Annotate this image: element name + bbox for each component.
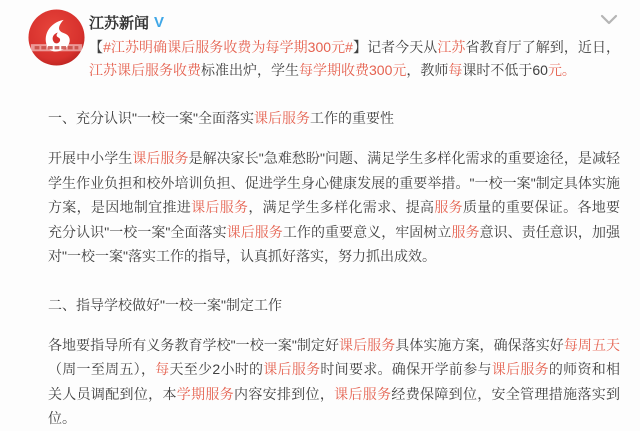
text-run: 工作的重要性 xyxy=(309,110,394,126)
text-run: 各地要指导所有义务教育学校"一校一案"制定好 xyxy=(48,336,340,353)
highlighted-link[interactable]: 课后服务 xyxy=(263,361,321,377)
text-run: 省教育厅了解到，近日， xyxy=(465,39,621,55)
text-run: 具体实施方案，确保落实好 xyxy=(395,336,564,353)
highlighted-link[interactable]: 课后服务 xyxy=(132,150,189,166)
text-run: 标准出炉，学生 xyxy=(201,62,299,78)
text-run: ，满足学生多样化需求、提高 xyxy=(248,199,435,215)
highlighted-link[interactable]: 服务 xyxy=(434,199,463,215)
text-run: 二、指导学校做好"一校一案"制定工作 xyxy=(48,296,282,313)
highlighted-link[interactable]: 每学期收费300元 xyxy=(299,62,407,78)
highlighted-link[interactable]: 江苏 xyxy=(437,39,466,55)
username-row xyxy=(89,11,620,33)
account-name[interactable]: 江苏新闻 xyxy=(89,14,150,32)
section-2-paragraph xyxy=(48,333,620,431)
verified-badge-icon: V xyxy=(154,13,165,31)
text-run: （周一至周五）， xyxy=(48,361,156,377)
post-section-1 xyxy=(48,106,620,269)
text-run: 经费保障到位，安全管理措施落实到位。 xyxy=(48,385,621,426)
text-run: 天至少2小时的 xyxy=(169,361,264,377)
post-header xyxy=(28,9,620,82)
highlighted-link[interactable]: 江苏课后服务收费 xyxy=(89,62,201,78)
avatar[interactable] xyxy=(28,9,85,66)
post-menu-button[interactable] xyxy=(598,12,620,28)
post-section-2 xyxy=(48,293,620,431)
text-run: 】记者今天从 xyxy=(352,39,438,55)
highlighted-link[interactable]: 服务 xyxy=(451,223,480,240)
section-1-heading xyxy=(48,106,620,130)
highlighted-link[interactable]: 课后服务 xyxy=(253,110,310,126)
chevron-down-icon xyxy=(599,14,619,26)
text-run: 意识、责任意识，加强对"一校一案"落实工作的指导，认真抓好落实，努力抓出成效。 xyxy=(48,223,621,264)
highlighted-link[interactable]: #江苏明确课后服务收费为每学期300元# xyxy=(103,39,353,55)
post-body-column xyxy=(89,9,620,82)
highlighted-link[interactable]: 学期服务 xyxy=(176,385,235,402)
highlighted-link[interactable]: 课后服务 xyxy=(191,199,249,215)
section-1-paragraph xyxy=(48,146,620,269)
text-run: 【 xyxy=(89,39,104,55)
text-run: 一、充分认识"一校一案"全面落实 xyxy=(48,110,254,126)
highlighted-link[interactable]: 每 xyxy=(155,361,170,377)
text-run: 开展中小学生 xyxy=(48,150,133,166)
highlighted-link[interactable]: 每周五天 xyxy=(563,336,621,353)
highlighted-link[interactable]: 课后服务 xyxy=(226,223,283,240)
text-run: 时间要求。确保开学前参与 xyxy=(320,361,492,377)
text-run: ，教师 xyxy=(406,62,449,78)
text-run: 内容安排到位， xyxy=(234,385,335,402)
section-2-heading xyxy=(48,293,620,317)
highlighted-link[interactable]: 课后服务 xyxy=(491,361,549,377)
text-run: 的师资和相关人员调配到位，本 xyxy=(48,361,621,402)
text-run: 是解决家长"急难愁盼"问题、满足学生多样化需求的重要途径，是减轻学生作业负担和校外培训负担、促进学生身心健康发展的重要举措。"一校一案"制定具体实施方案，是因地制宜推进 xyxy=(48,150,621,215)
text-run: 课时不低于60 xyxy=(462,62,548,78)
text-run: 工作的重要意义，牢固树立 xyxy=(282,223,452,240)
highlighted-link[interactable]: 课后服务 xyxy=(334,385,392,402)
highlighted-link[interactable]: 元。 xyxy=(547,62,576,78)
highlighted-link[interactable]: 每 xyxy=(448,62,463,78)
post-lead-text xyxy=(89,36,620,82)
highlighted-link[interactable]: 课后服务 xyxy=(339,336,396,353)
text-run: 质量的重要保证。各地要充分认识"一校一案"全面落实 xyxy=(48,199,621,240)
